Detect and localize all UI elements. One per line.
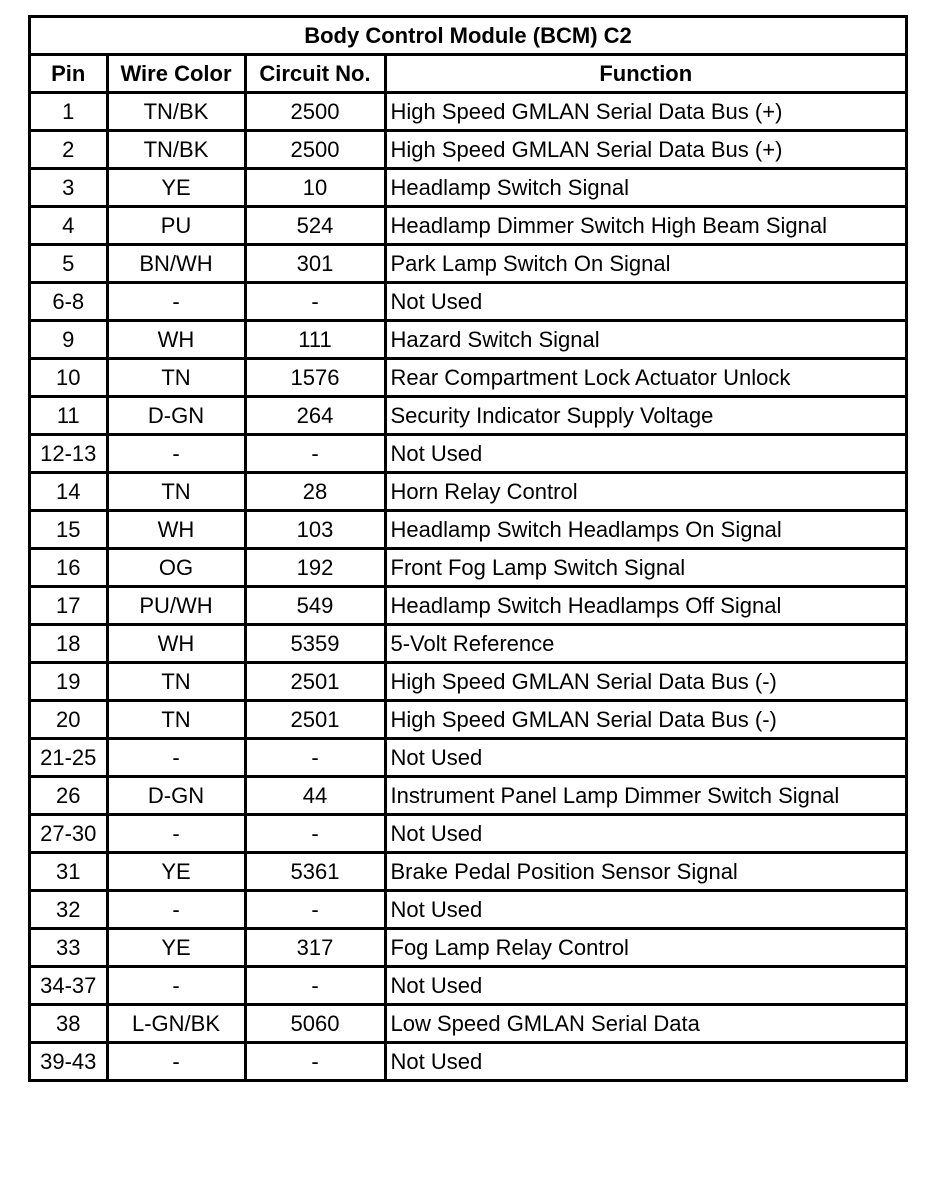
header-pin: Pin bbox=[31, 55, 107, 93]
function-cell: 5-Volt Reference bbox=[385, 625, 905, 663]
table-row bbox=[31, 967, 905, 1005]
circuit-no-cell: 5060 bbox=[245, 1005, 385, 1043]
table-row bbox=[31, 359, 905, 397]
table-row bbox=[31, 891, 905, 929]
wire-color-cell: WH bbox=[107, 321, 245, 359]
wire-color-cell: TN/BK bbox=[107, 131, 245, 169]
function-cell: Park Lamp Switch On Signal bbox=[385, 245, 905, 283]
table-title: Body Control Module (BCM) C2 bbox=[31, 18, 905, 55]
table-row bbox=[31, 587, 905, 625]
pin-cell: 27-30 bbox=[31, 815, 107, 853]
function-cell: High Speed GMLAN Serial Data Bus (+) bbox=[385, 93, 905, 131]
pin-cell: 3 bbox=[31, 169, 107, 207]
circuit-no-cell: - bbox=[245, 435, 385, 473]
circuit-no-cell: - bbox=[245, 891, 385, 929]
pin-cell: 6-8 bbox=[31, 283, 107, 321]
circuit-no-cell: 10 bbox=[245, 169, 385, 207]
function-cell: Not Used bbox=[385, 967, 905, 1005]
header-row bbox=[31, 55, 905, 93]
wire-color-cell: BN/WH bbox=[107, 245, 245, 283]
table-row bbox=[31, 739, 905, 777]
function-cell: Security Indicator Supply Voltage bbox=[385, 397, 905, 435]
table-row bbox=[31, 93, 905, 131]
circuit-no-cell: - bbox=[245, 283, 385, 321]
circuit-no-cell: 44 bbox=[245, 777, 385, 815]
function-cell: Not Used bbox=[385, 435, 905, 473]
wire-color-cell: - bbox=[107, 435, 245, 473]
wire-color-cell: D-GN bbox=[107, 777, 245, 815]
pin-cell: 9 bbox=[31, 321, 107, 359]
circuit-no-cell: - bbox=[245, 739, 385, 777]
wire-color-cell: TN/BK bbox=[107, 93, 245, 131]
table-row bbox=[31, 663, 905, 701]
function-cell: Instrument Panel Lamp Dimmer Switch Signal bbox=[385, 777, 905, 815]
circuit-no-cell: 1576 bbox=[245, 359, 385, 397]
function-cell: Brake Pedal Position Sensor Signal bbox=[385, 853, 905, 891]
wire-color-cell: PU/WH bbox=[107, 587, 245, 625]
circuit-no-cell: 524 bbox=[245, 207, 385, 245]
table-row bbox=[31, 207, 905, 245]
pin-cell: 20 bbox=[31, 701, 107, 739]
function-cell: Headlamp Dimmer Switch High Beam Signal bbox=[385, 207, 905, 245]
table-row bbox=[31, 131, 905, 169]
function-cell: Not Used bbox=[385, 815, 905, 853]
pin-cell: 16 bbox=[31, 549, 107, 587]
wire-color-cell: PU bbox=[107, 207, 245, 245]
circuit-no-cell: 28 bbox=[245, 473, 385, 511]
header-function: Function bbox=[385, 55, 905, 93]
circuit-no-cell: - bbox=[245, 815, 385, 853]
function-cell: Not Used bbox=[385, 739, 905, 777]
circuit-no-cell: - bbox=[245, 1043, 385, 1080]
pin-cell: 33 bbox=[31, 929, 107, 967]
pin-cell: 4 bbox=[31, 207, 107, 245]
function-cell: High Speed GMLAN Serial Data Bus (+) bbox=[385, 131, 905, 169]
circuit-no-cell: 549 bbox=[245, 587, 385, 625]
pin-cell: 34-37 bbox=[31, 967, 107, 1005]
circuit-no-cell: 111 bbox=[245, 321, 385, 359]
function-cell: Fog Lamp Relay Control bbox=[385, 929, 905, 967]
pin-cell: 11 bbox=[31, 397, 107, 435]
table-row bbox=[31, 473, 905, 511]
table-row bbox=[31, 435, 905, 473]
header-circuit-no: Circuit No. bbox=[245, 55, 385, 93]
circuit-no-cell: 5359 bbox=[245, 625, 385, 663]
table-row bbox=[31, 777, 905, 815]
wire-color-cell: - bbox=[107, 815, 245, 853]
pin-cell: 32 bbox=[31, 891, 107, 929]
table-row bbox=[31, 549, 905, 587]
table-row bbox=[31, 321, 905, 359]
table-row bbox=[31, 283, 905, 321]
pin-cell: 12-13 bbox=[31, 435, 107, 473]
table-row bbox=[31, 1005, 905, 1043]
table-row bbox=[31, 511, 905, 549]
wire-color-cell: - bbox=[107, 1043, 245, 1080]
pin-cell: 26 bbox=[31, 777, 107, 815]
wire-color-cell: L-GN/BK bbox=[107, 1005, 245, 1043]
title-row bbox=[31, 18, 905, 55]
pin-cell: 2 bbox=[31, 131, 107, 169]
table-row bbox=[31, 853, 905, 891]
pin-cell: 10 bbox=[31, 359, 107, 397]
circuit-no-cell: 317 bbox=[245, 929, 385, 967]
wire-color-cell: - bbox=[107, 283, 245, 321]
circuit-no-cell: 301 bbox=[245, 245, 385, 283]
function-cell: Headlamp Switch Signal bbox=[385, 169, 905, 207]
wire-color-cell: YE bbox=[107, 169, 245, 207]
function-cell: Rear Compartment Lock Actuator Unlock bbox=[385, 359, 905, 397]
pin-cell: 5 bbox=[31, 245, 107, 283]
wire-color-cell: D-GN bbox=[107, 397, 245, 435]
circuit-no-cell: 192 bbox=[245, 549, 385, 587]
pin-cell: 15 bbox=[31, 511, 107, 549]
circuit-no-cell: 2500 bbox=[245, 131, 385, 169]
function-cell: High Speed GMLAN Serial Data Bus (-) bbox=[385, 701, 905, 739]
header-wire-color: Wire Color bbox=[107, 55, 245, 93]
function-cell: Headlamp Switch Headlamps Off Signal bbox=[385, 587, 905, 625]
wire-color-cell: YE bbox=[107, 853, 245, 891]
pin-cell: 39-43 bbox=[31, 1043, 107, 1080]
pin-cell: 14 bbox=[31, 473, 107, 511]
wire-color-cell: - bbox=[107, 967, 245, 1005]
circuit-no-cell: 264 bbox=[245, 397, 385, 435]
function-cell: Headlamp Switch Headlamps On Signal bbox=[385, 511, 905, 549]
circuit-no-cell: 2501 bbox=[245, 701, 385, 739]
connector-table-frame bbox=[28, 15, 908, 1082]
table-row bbox=[31, 815, 905, 853]
wire-color-cell: OG bbox=[107, 549, 245, 587]
function-cell: Not Used bbox=[385, 891, 905, 929]
function-cell: Hazard Switch Signal bbox=[385, 321, 905, 359]
circuit-no-cell: 2500 bbox=[245, 93, 385, 131]
wire-color-cell: TN bbox=[107, 701, 245, 739]
table-row bbox=[31, 245, 905, 283]
function-cell: Horn Relay Control bbox=[385, 473, 905, 511]
wire-color-cell: TN bbox=[107, 473, 245, 511]
table-row bbox=[31, 929, 905, 967]
wire-color-cell: YE bbox=[107, 929, 245, 967]
pin-cell: 17 bbox=[31, 587, 107, 625]
wire-color-cell: WH bbox=[107, 625, 245, 663]
table-row bbox=[31, 169, 905, 207]
table-body bbox=[31, 93, 905, 1080]
wire-color-cell: - bbox=[107, 739, 245, 777]
wire-color-cell: - bbox=[107, 891, 245, 929]
table-row bbox=[31, 701, 905, 739]
wire-color-cell: TN bbox=[107, 663, 245, 701]
connector-pinout-table bbox=[31, 18, 905, 1079]
table-row bbox=[31, 397, 905, 435]
pin-cell: 18 bbox=[31, 625, 107, 663]
pin-cell: 1 bbox=[31, 93, 107, 131]
function-cell: Low Speed GMLAN Serial Data bbox=[385, 1005, 905, 1043]
table-row bbox=[31, 625, 905, 663]
wire-color-cell: TN bbox=[107, 359, 245, 397]
pin-cell: 38 bbox=[31, 1005, 107, 1043]
circuit-no-cell: 5361 bbox=[245, 853, 385, 891]
circuit-no-cell: 103 bbox=[245, 511, 385, 549]
function-cell: Not Used bbox=[385, 1043, 905, 1080]
pin-cell: 31 bbox=[31, 853, 107, 891]
table-row bbox=[31, 1043, 905, 1080]
wire-color-cell: WH bbox=[107, 511, 245, 549]
circuit-no-cell: - bbox=[245, 967, 385, 1005]
function-cell: Front Fog Lamp Switch Signal bbox=[385, 549, 905, 587]
function-cell: High Speed GMLAN Serial Data Bus (-) bbox=[385, 663, 905, 701]
pin-cell: 21-25 bbox=[31, 739, 107, 777]
pin-cell: 19 bbox=[31, 663, 107, 701]
function-cell: Not Used bbox=[385, 283, 905, 321]
circuit-no-cell: 2501 bbox=[245, 663, 385, 701]
